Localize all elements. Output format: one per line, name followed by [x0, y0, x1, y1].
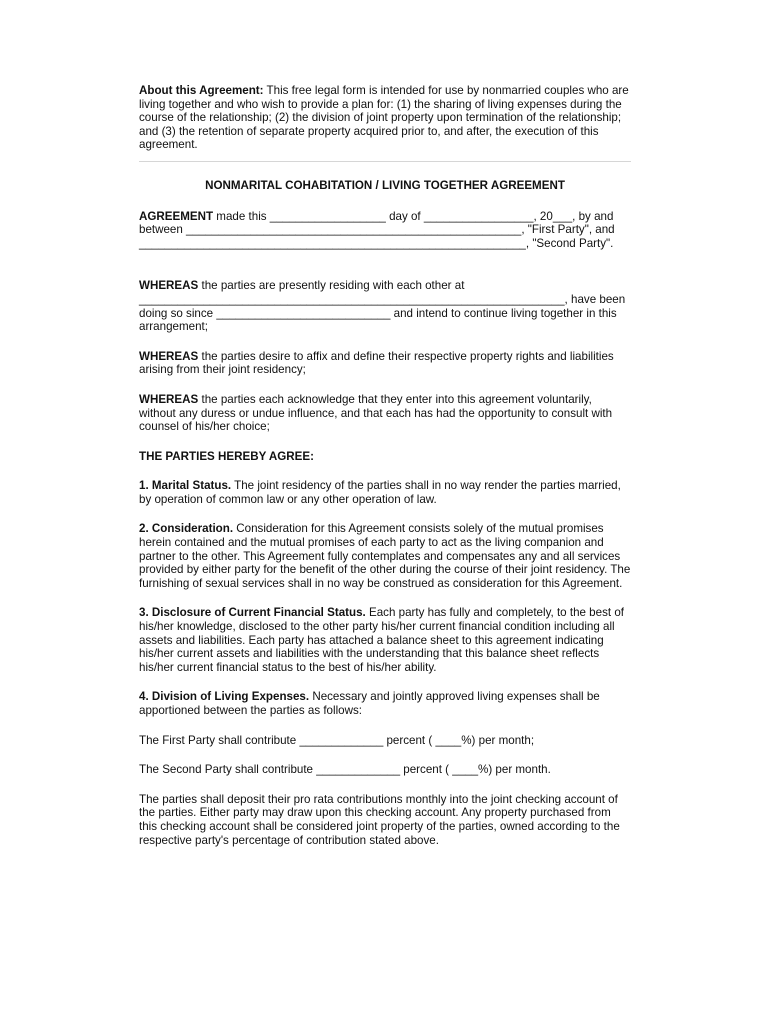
whereas-line-1: the parties are presently residing with each other at	[198, 279, 465, 293]
whereas-lead: WHEREAS	[139, 279, 199, 293]
whereas-line-4: arrangement;	[139, 320, 208, 334]
whereas-voluntary-paragraph	[139, 393, 631, 434]
agreement-title: NONMARITAL COHABITATION / LIVING TOGETHER AGREEMENT	[205, 178, 565, 192]
about-paragraph	[139, 84, 631, 152]
section-text: The joint residency of the parties shall in no way render the parties married, by operation of common law or any other operation of law.	[139, 479, 621, 506]
section-marital-status	[139, 479, 631, 506]
section-text: Necessary and jointly approved living expenses shall be apportioned between the parties as follows:	[139, 690, 600, 717]
divider	[139, 161, 631, 162]
whereas-text: the parties each acknowledge that they enter into this agreement voluntarily, without any duress or undue influence, and that each has had the opportunity to consult with counsel of his/her choice;	[139, 392, 613, 434]
section-consideration	[139, 522, 631, 590]
deposit-paragraph: The parties shall deposit their pro rata contributions monthly into the joint checking account of the parties. Either party may draw upon this checking account. Any property purchased from this checking account shall be considered joint property of the parties, owned according to the respective party's percentage of contribution stated above.	[139, 792, 620, 847]
agreement-line-1: made this __________________ day of _________________, 20___, by and	[213, 209, 614, 223]
agreement-paragraph	[139, 210, 631, 251]
section-title: 4. Division of Living Expenses.	[139, 690, 310, 704]
first-party-contribution: The First Party shall contribute _____________ percent ( ____%) per month;	[139, 733, 535, 747]
section-title: 2. Consideration.	[139, 522, 234, 536]
section-title: 3. Disclosure of Current Financial Status.	[139, 606, 366, 620]
whereas-lead: WHEREAS	[139, 349, 199, 363]
section-financial-disclosure	[139, 606, 631, 674]
whereas-line-2: __________________________________________________________________, have been	[139, 292, 626, 306]
document-body	[139, 84, 631, 847]
about-text: This free legal form is intended for use by nonmarried couples who are living together and who wish to provide a plan for: (1) the sharing of living expenses during the course of the relationship; (2) the division of joint property upon termination of the relationship; and (3) the retention of separate property acquired prior to, and after, the execution of this agreement.	[139, 84, 629, 152]
about-lead: About this Agreement:	[139, 84, 264, 97]
whereas-text: the parties desire to affix and define their respective property rights and liabilities arising from their joint residency;	[139, 349, 614, 377]
agreement-line-3: ____________________________________________________________, "Second Party".	[139, 236, 614, 250]
whereas-line-3: doing so since ___________________________ and intend to continue living together in this	[139, 306, 617, 320]
section-title: 1. Marital Status.	[139, 479, 232, 493]
whereas-lead: WHEREAS	[139, 392, 199, 406]
agreement-line-2: between ____________________________________________________, "First Party", and	[139, 223, 615, 237]
section-text: Each party has fully and completely, to the best of his/her knowledge, disclosed to the other party his/her current financial condition including all assets and liabilities. Each party has attached a balance sheet to this agreement indicating his/her current assets and liabilities with the understanding that this balance sheet reflects his/her current financial status to the best of his/her ability.	[139, 606, 624, 674]
section-living-expenses	[139, 690, 631, 717]
whereas-residing-paragraph	[139, 279, 631, 333]
second-party-contribution: The Second Party shall contribute _____________ percent ( ____%) per month.	[139, 763, 551, 777]
section-text: Consideration for this Agreement consists solely of the mutual promises herein contained and the mutual promises of each party to act as the living companion and partner to the other. This Agreement fully contemplates and compensates any and all services provided by either party for the benefit of the other during the course of their joint residency. The furnishing of sexual services shall in no way be construed as consideration for this Agreement.	[139, 522, 631, 590]
whereas-property-paragraph	[139, 350, 631, 377]
agreement-lead: AGREEMENT	[139, 209, 214, 223]
agree-heading: THE PARTIES HEREBY AGREE:	[139, 449, 315, 463]
